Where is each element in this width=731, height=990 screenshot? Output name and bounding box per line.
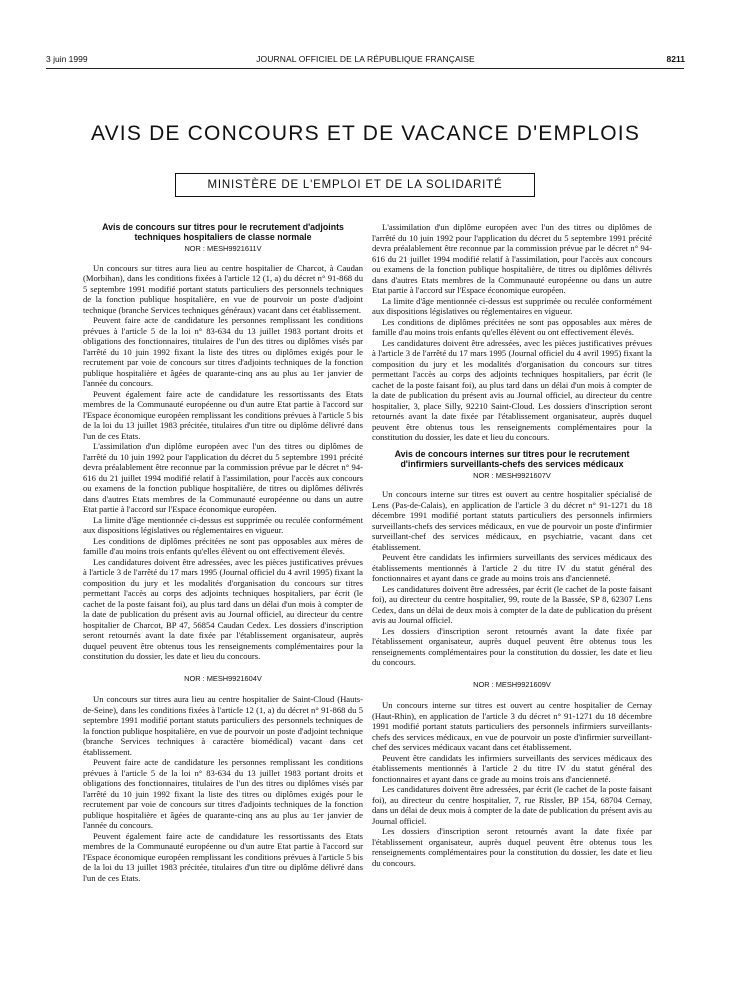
paragraph-group <box>83 694 363 883</box>
right-column <box>372 222 652 868</box>
left-column <box>83 222 363 883</box>
paragraph: La limite d'âge mentionnée ci-dessus est supprimée ou reculée conformément aux dispositions législatives ou réglementaires en vigueur. <box>372 295 652 316</box>
paragraph-group <box>83 263 363 662</box>
paragraph: Les conditions de diplômes précitées ne sont pas opposables aux mères de famille d'au moins trois enfants qu'elles élèvent ou ont effectivement élevés. <box>372 316 652 337</box>
paragraph: Un concours interne sur titres est ouvert au centre hospitalier spécialisé de Lens (Pas-de-Calais), en application de l'article 3 du décret n° 91-1271 du 18 décembre 1991 modifié portant statuts particuliers des personnels infirmiers surveillants-chefs des services médicaux, en vue de pourvoir un poste d'infirmier surveillant-chef des services médicaux, en psychiatrie, vacant dans cet établissement. <box>372 489 652 552</box>
paragraph: Les candidatures doivent être adressées, avec les pièces justificatives prévues à l'article 3 de l'arrêté du 17 mars 1995 (Journal officiel du 4 avril 1995) fixant la composition du jury et les modalités d'organisation du concours sur titres permettant l'accès au corps des adjoints techniques hospitaliers, par écrit (le cachet de la poste faisant foi), au plus tard dans un délai d'un mois à compter de la date de publication du présent avis au Journal officiel, au directeur du centre hospitalier, 3, place Silly, 92210 Saint-Cloud. Les dossiers d'inscription seront retournés avant la date fixée par l'établissement organisateur, auprès duquel peuvent être obtenus tous les renseignements complémentaires pour la constitution du dossier, les date et lieu du concours. <box>372 337 652 442</box>
nor-reference: NOR : MESH9921611V <box>184 244 262 253</box>
paragraph: Les dossiers d'inscription seront retournés avant la date fixée par l'établissement organisateur, auprès duquel peuvent être obtenus tous les renseignements complémentaires pour la constitution du dossier, les date et lieu du concours. <box>372 826 652 868</box>
paragraph: Les dossiers d'inscription seront retournés avant la date fixée par l'établissement organisateur, auprès duquel peuvent être obtenus tous les renseignements complémentaires pour la constitution du dossier, les date et lieu du concours. <box>372 625 652 667</box>
paragraph: L'assimilation d'un diplôme européen avec l'un des titres ou diplômes de l'arrêté du 10 juin 1992 pour l'application du décret du 5 septembre 1991 précité devra préalablement être reconnue par la commission prévue par le décret n° 94-616 du 21 juillet 1994 modifié relatif à l'assimilation, pour l'accès aux concours ou examens de la fonction publique hospitalière, de titres ou diplômes délivrés dans d'autres Etats membres de la Communauté européenne ou dans un autre Etat partie à l'accord sur l'Espace économique européen. <box>372 222 652 295</box>
paragraph-group <box>372 222 652 443</box>
paragraph: Les candidatures doivent être adressées, avec les pièces justificatives prévues à l'article 3 de l'arrêté du 17 mars 1995 (Journal officiel du 4 avril 1995) fixant la composition du jury et les modalités d'organisation du concours sur titres permettant l'accès au corps des adjoints techniques hospitaliers, par écrit (le cachet de la poste faisant foi), au plus tard dans un délai d'un mois à compter de la date de publication du présent avis au Journal officiel, au directeur du centre hospitalier de Charcot, BP 47, 56854 Caudan Cedex. Les dossiers d'inscription seront retournés avant la date fixée par l'établissement organisateur, auprès duquel peuvent être obtenus tous les renseignements complémentaires pour la constitution du dossier, les date et lieu du concours. <box>83 556 363 661</box>
paragraph: Peuvent également faire acte de candidature les ressortissants des Etats membres de la Communauté européenne ou d'un autre Etat partie à l'accord sur l'Espace économique européen remplissant les conditions prévues à l'article 5 bis de la loi du 13 juillet 1983 précitée, titulaires d'un titre ou diplôme délivré dans l'un de ces Etats. <box>83 388 363 441</box>
paragraph: Peuvent être candidats les infirmiers surveillants des services médicaux des établissements mentionnés à l'article 2 du titre IV du statut général des fonctionnaires et ayant dans ce grade au moins trois ans d'ancienneté. <box>372 552 652 583</box>
paragraph: Peuvent faire acte de candidature les personnes remplissant les conditions prévues à l'article 5 de la loi n° 83-634 du 13 juillet 1983 portant droits et obligations des fonctionnaires, titulaires de l'un des titres ou diplômes visés par l'arrêté du 10 juin 1992 fixant la liste des titres ou diplômes exigés pour le recrutement par voie de concours sur titres d'adjoints techniques de la fonction publique hospitalière et âgées de quarante-cinq ans au plus au 1er janvier de l'année du concours. <box>83 757 363 830</box>
paragraph: La limite d'âge mentionnée ci-dessus est supprimée ou reculée conformément aux dispositions législatives ou réglementaires en vigueur. <box>83 514 363 535</box>
paragraph: Un concours interne sur titres est ouvert au centre hospitalier de Cernay (Haut-Rhin), en application de l'article 3 du décret n° 91-1271 du 18 décembre 1991 modifié portant statuts particuliers des personnels infirmiers surveillants-chefs des services médicaux, en vue de pourvoir un poste d'infirmier surveillant-chef des services médicaux vacant dans cet établissement. <box>372 700 652 752</box>
paragraph: Un concours sur titres aura lieu au centre hospitalier de Saint-Cloud (Hauts-de-Seine), dans les conditions fixées à l'article 12 (1, a) du décret n° 91-868 du 5 septembre 1991 modifié portant statuts particuliers des personnels techniques de la fonction publique hospitalière, en vue de pourvoir un poste d'adjoint technique (branche Services techniques à caractère biomédical) vacant dans cet établissement. <box>83 694 363 757</box>
paragraph-group <box>372 489 652 668</box>
section-title: Avis de concours sur titres pour le recrutement d'adjoints techniques hospitaliers de classe normale <box>102 222 344 242</box>
paragraph: Les candidatures doivent être adressées, par écrit (le cachet de la poste faisant foi), au directeur du centre hospitalier, 99, route de la Bassée, SP 8, 62307 Lens Cedex, dans un délai de deux mois à compter de la date de publication du présent avis au Journal officiel. <box>372 583 652 625</box>
page-header <box>0 54 731 68</box>
journal-name: JOURNAL OFFICIEL DE LA RÉPUBLIQUE FRANÇAISE <box>256 54 475 64</box>
nor-reference: NOR : MESH9921604V <box>184 673 262 683</box>
paragraph: Peuvent faire acte de candidature les personnes remplissant les conditions prévues à l'article 5 de la loi n° 83-634 du 13 juillet 1983 portant droits et obligations des fonctionnaires, titulaires de l'un des titres ou diplômes visés par l'arrêté du 10 juin 1992 fixant la liste des titres ou diplômes exigés pour le recrutement par voie de concours sur titres d'adjoints techniques de la fonction publique hospitalière et âgées de quarante-cinq ans au plus au 1er janvier de l'année du concours. <box>83 315 363 388</box>
paragraph: Un concours sur titres aura lieu au centre hospitalier de Charcot, à Caudan (Morbihan), dans les conditions fixées à l'article 12 (1, a) du décret n° 91-868 du 5 septembre 1991 modifié portant statuts particuliers des personnels techniques de la fonction publique hospitalière, en vue de pourvoir un poste d'adjoint technique (branche Services techniques généraux) vacant dans cet établissement. <box>83 262 363 315</box>
paragraph: Peuvent également faire acte de candidature les ressortissants des Etats membres de la Communauté européenne ou d'un autre Etat partie à l'accord sur l'Espace économique européen remplissant les conditions prévues à l'article 5 bis de la loi du 13 juillet 1983 précitée, titulaires d'un titre ou diplôme délivré dans l'un de ces Etats. <box>83 830 363 883</box>
nor-reference: NOR : MESH9921609V <box>473 679 551 689</box>
header-date: 3 juin 1999 <box>46 54 88 64</box>
page-title: AVIS DE CONCOURS ET DE VACANCE D'EMPLOIS <box>90 122 641 145</box>
section-title: Avis de concours internes sur titres pour le recrutement d'infirmiers surveillants-chefs des services médicaux <box>394 448 630 469</box>
paragraph: Les candidatures doivent être adressées, par écrit (le cachet de la poste faisant foi), au directeur du centre hospitalier, 7, rue Rissler, BP 154, 68704 Cernay, dans un délai de deux mois à compter de la date de publication du présent avis au Journal officiel. <box>372 784 652 826</box>
header-rule <box>46 68 684 69</box>
page-number: 8211 <box>666 54 685 64</box>
paragraph: L'assimilation d'un diplôme européen avec l'un des titres ou diplômes de l'arrêté du 10 juin 1992 pour l'application du décret du 5 septembre 1991 précité devra préalablement être reconnue par la commission prévue par le décret n° 94-616 du 21 juillet 1994 modifié relatif à l'assimilation, pour l'accès aux concours ou examens de la fonction publique hospitalière, de titres ou diplômes délivrés dans d'autres Etats membres de la Communauté européenne ou dans un autre Etat partie à l'accord sur l'Espace économique européen. <box>83 441 363 514</box>
paragraph-group <box>372 700 652 868</box>
ministry-box: MINISTÈRE DE L'EMPLOI ET DE LA SOLIDARITÉ <box>175 173 535 197</box>
nor-reference: NOR : MESH9921607V <box>473 470 551 480</box>
paragraph: Les conditions de diplômes précitées ne sont pas opposables aux mères de famille d'au moins trois enfants qu'elles élèvent ou ont effectivement élevés. <box>83 535 363 556</box>
paragraph: Peuvent être candidats les infirmiers surveillants des services médicaux des établissements mentionnés à l'article 2 du titre IV du statut général des fonctionnaires et ayant dans ce grade au moins trois ans d'ancienneté. <box>372 752 652 784</box>
